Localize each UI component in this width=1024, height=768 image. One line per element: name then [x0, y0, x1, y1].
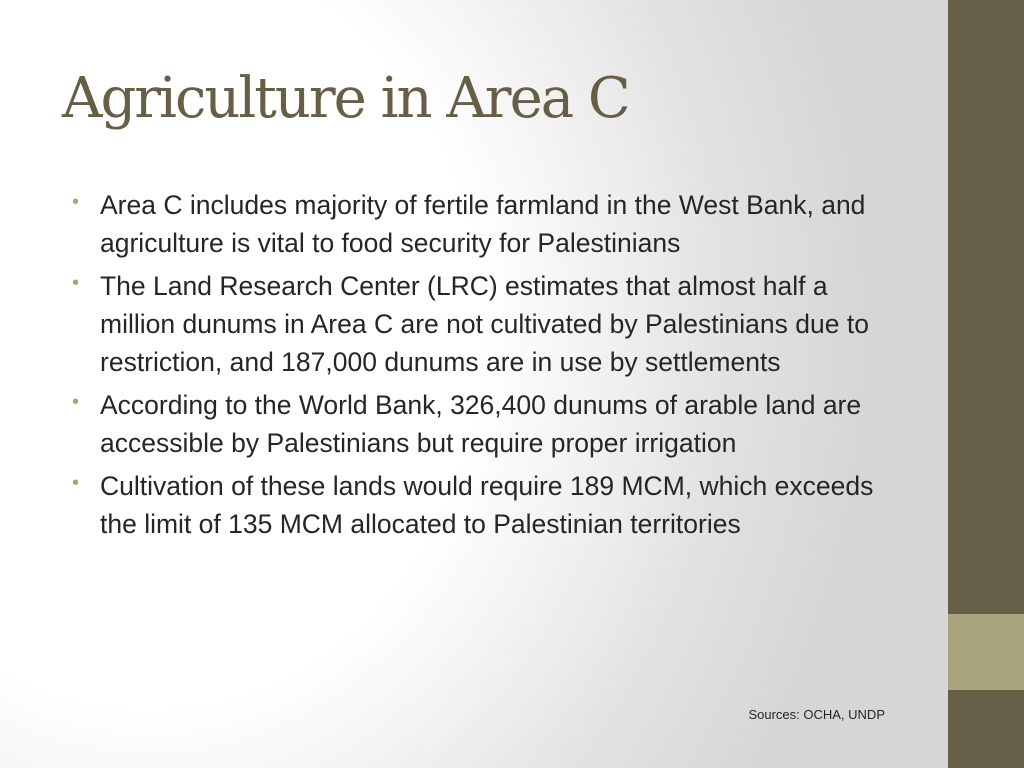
slide-title: Agriculture in Area C: [62, 66, 629, 131]
bullet-item: [72, 267, 892, 381]
bullet-list: [72, 186, 892, 548]
bullet-text: According to the World Bank, 326,400 dunums of arable land are accessible by Palestinians but require proper irrigation: [100, 390, 862, 458]
bullet-text: Cultivation of these lands would require 189 MCM, which exceeds the limit of 135 MCM allocated to Palestinian territories: [100, 471, 874, 539]
bullet-item: [72, 186, 892, 262]
bullet-marker: •: [72, 191, 80, 213]
bullet-marker: •: [72, 391, 80, 413]
bullet-text: Area C includes majority of fertile farmland in the West Bank, and agriculture is vital to food security for Palestinians: [100, 190, 866, 258]
bullet-item: [72, 386, 892, 462]
sources-note: Sources: OCHA, UNDP: [748, 707, 885, 722]
bullet-item: [72, 467, 892, 543]
bullet-marker: •: [72, 272, 80, 294]
bullet-marker: •: [72, 472, 80, 494]
bullet-text: The Land Research Center (LRC) estimates that almost half a million dunums in Area C are not cultivated by Palestinians due to restriction, and 187,000 dunums are in use by settlements: [100, 271, 869, 377]
sidebar-accent-block: [948, 614, 1024, 690]
